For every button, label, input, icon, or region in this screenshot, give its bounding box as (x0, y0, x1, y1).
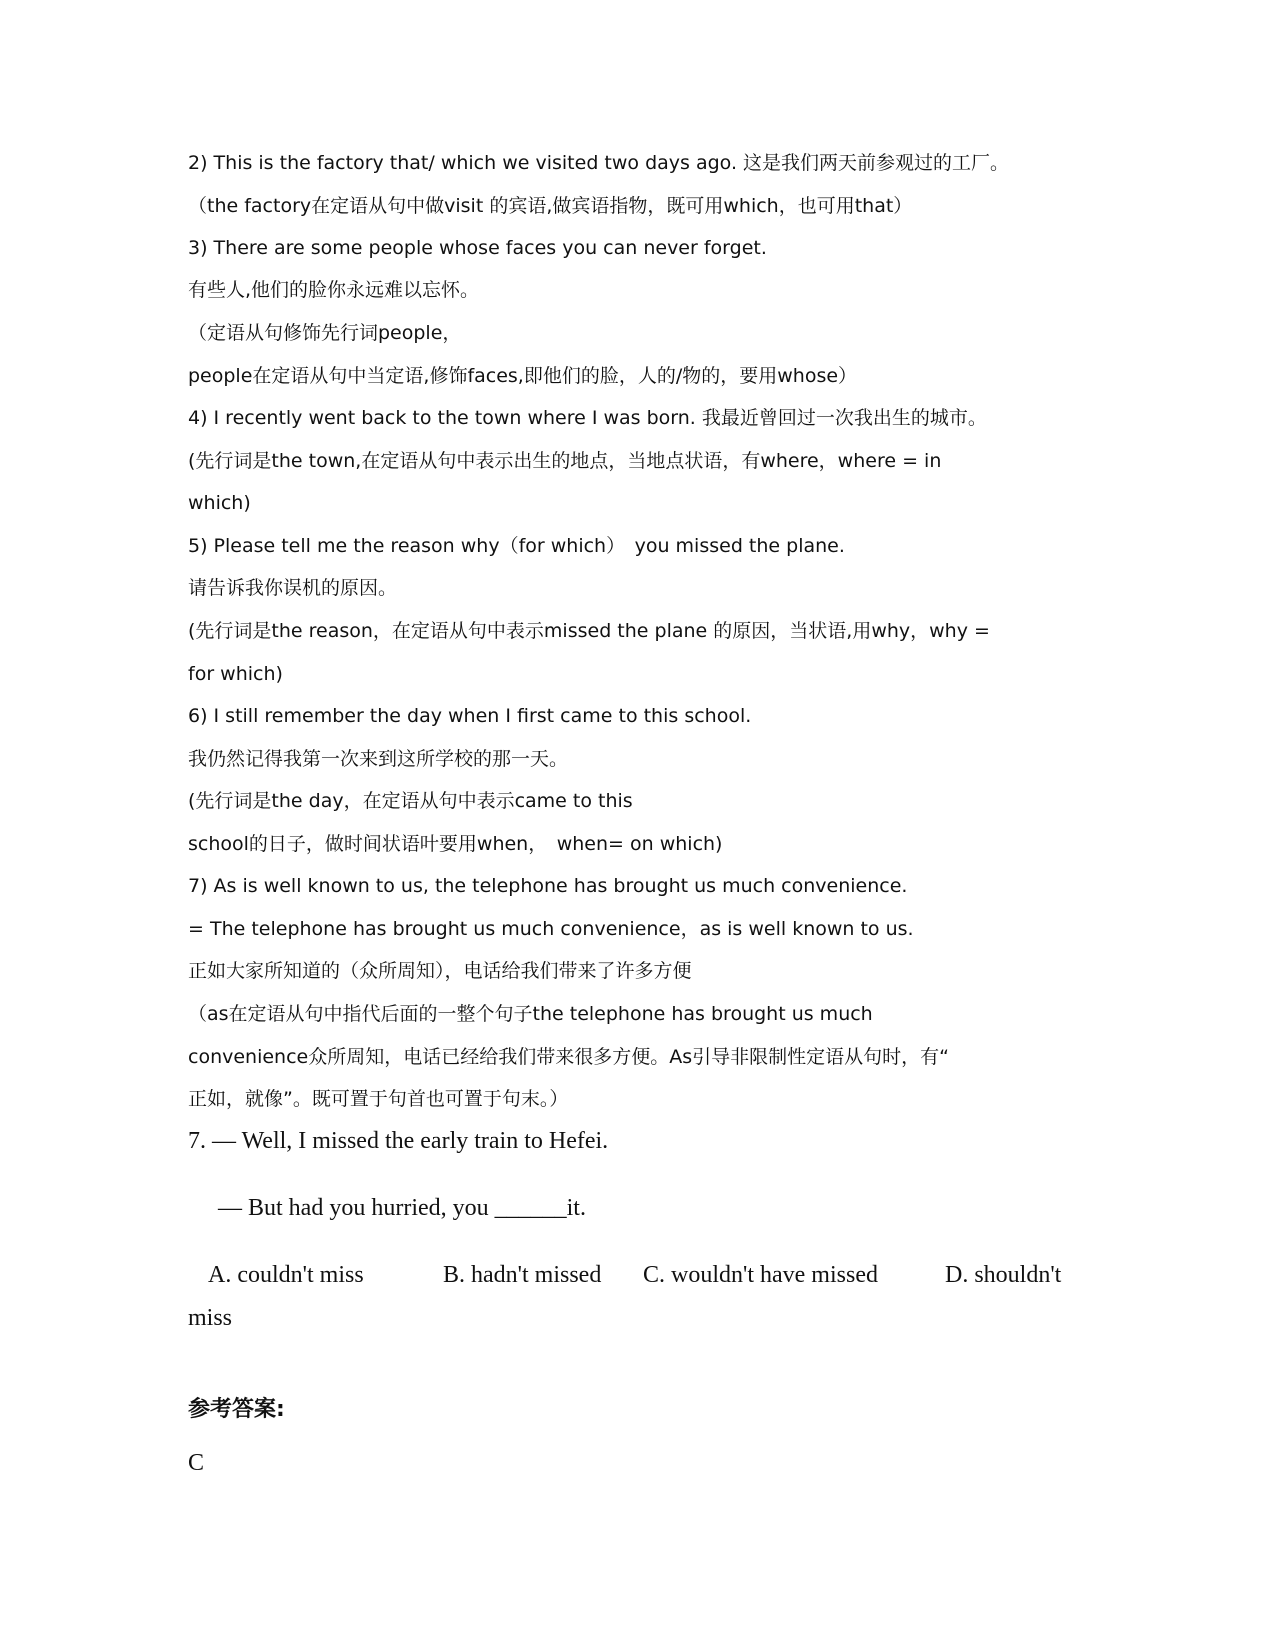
note-line: people在定语从句中当定语,修饰faces,即他们的脸，人的/物的，要用whose） (188, 365, 858, 387)
note-line: （定语从句修饰先行词people， (188, 322, 462, 344)
answer-heading: 参考答案: (188, 1397, 285, 1422)
note-line: （as在定语从句中指代后面的一整个句子the telephone has brought us much (188, 1003, 873, 1025)
note-line: (先行词是the town,在定语从句中表示出生的地点，当地点状语，有where，where = in (188, 450, 942, 472)
note-line: 7) As is well known to us, the telephone has brought us much convenience. (188, 875, 908, 897)
note-line: 3) There are some people whose faces you can never forget. (188, 237, 767, 259)
note-line: school的日子，做时间状语叶要用when， when= on which) (188, 833, 723, 855)
question-stem: 7. — Well, I missed the early train to Hefei. (188, 1128, 609, 1154)
note-line: (先行词是the day，在定语从句中表示came to this (188, 790, 633, 812)
note-line: which) (188, 492, 251, 514)
note-line: 6) I still remember the day when I first came to this school. (188, 705, 752, 727)
option-b: B. hadn't missed (443, 1262, 602, 1288)
note-line: = The telephone has brought us much convenience，as is well known to us. (188, 918, 914, 940)
note-line: for which) (188, 663, 283, 685)
note-line: (先行词是the reason，在定语从句中表示missed the plane 的原因，当状语,用why，why = (188, 620, 990, 642)
note-line: convenience众所周知，电话已经给我们带来很多方便。As引导非限制性定语从句时，有“ (188, 1046, 949, 1068)
note-line: 4) I recently went back to the town where I was born. 我最近曾回过一次我出生的城市。 (188, 407, 987, 429)
note-line: （the factory在定语从句中做visit 的宾语,做宾语指物，既可用which，也可用that） (188, 195, 913, 217)
answer-value: C (188, 1450, 205, 1476)
option-d: D. shouldn't (945, 1262, 1062, 1288)
question-reply: — But had you hurried, you ______it. (218, 1195, 586, 1221)
note-line: 正如大家所知道的（众所周知），电话给我们带来了许多方便 (188, 960, 692, 982)
note-line: 有些人,他们的脸你永远难以忘怀。 (188, 279, 480, 301)
note-line: 正如，就像”。既可置于句首也可置于句末。） (188, 1088, 569, 1110)
note-line: 2) This is the factory that/ which we visited two days ago. 这是我们两天前参观过的工厂。 (188, 152, 1010, 174)
note-line: 我仍然记得我第一次来到这所学校的那一天。 (188, 748, 569, 770)
option-a: A. couldn't miss (208, 1262, 364, 1288)
option-c: C. wouldn't have missed (643, 1262, 878, 1288)
note-line: 请告诉我你误机的原因。 (188, 577, 398, 599)
note-line: 5) Please tell me the reason why（for which） you missed the plane. (188, 535, 845, 557)
option-d-continuation: miss (188, 1305, 233, 1331)
